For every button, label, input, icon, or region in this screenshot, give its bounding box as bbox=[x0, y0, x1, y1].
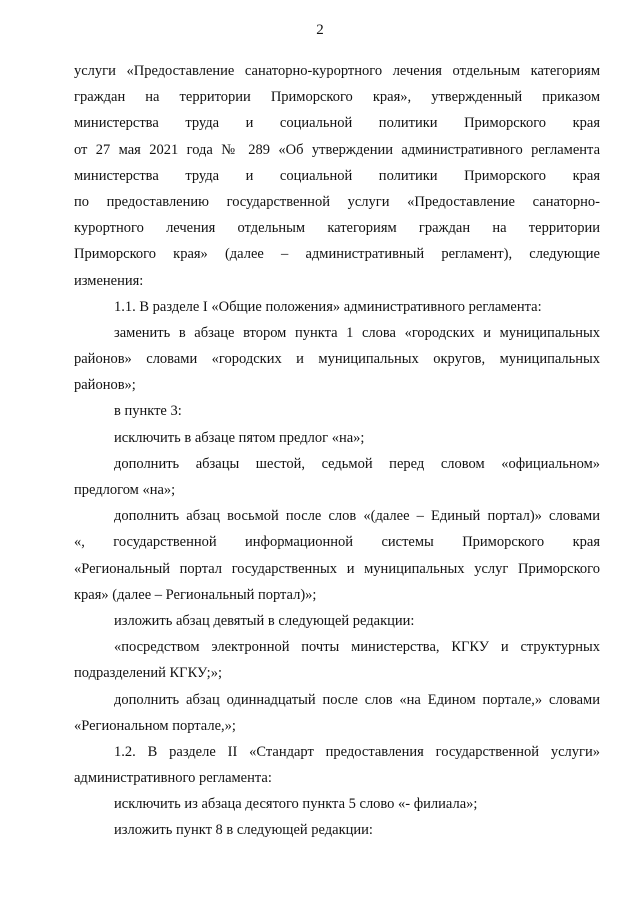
text-line: 1.2. В разделе II «Стандарт предоставления государственной услуги» bbox=[114, 743, 600, 760]
text-line: предлогом «на»; bbox=[74, 482, 176, 498]
document-body bbox=[74, 58, 600, 844]
text-line: министерства труда и социальной политики Приморского края bbox=[74, 167, 600, 184]
text-line: министерства труда и социальной политики Приморского края bbox=[74, 115, 600, 132]
text-line: административного регламента: bbox=[74, 770, 272, 787]
text-line: «Региональном портале,»; bbox=[74, 717, 236, 734]
text-line: дополнить абзац восьмой после слов «(далее – Единый портал)» словами bbox=[114, 508, 600, 525]
page-number: 2 bbox=[316, 22, 324, 38]
text-line: от 27 мая 2021 года № 289 «Об утверждении административного регламента bbox=[74, 141, 600, 158]
text-line: изменения: bbox=[74, 272, 144, 289]
text-line: дополнить абзац одиннадцатый после слов «на Едином портале,» словами bbox=[114, 691, 600, 708]
text-line: изложить абзац девятый в следующей редакции: bbox=[114, 612, 415, 629]
text-line: «посредством электронной почты министерства, КГКУ и структурных bbox=[114, 639, 600, 656]
text-line: края» (далее – Региональный портал)»; bbox=[74, 586, 317, 603]
text-line: районов» словами «городских и муниципальных округов, муниципальных bbox=[74, 351, 600, 368]
text-line: по предоставлению государственной услуги «Предоставление санаторно- bbox=[74, 193, 600, 210]
text-line: «, государственной информационной системы Приморского края bbox=[74, 534, 600, 551]
text-line: Приморского края» (далее – административный регламент), следующие bbox=[74, 246, 600, 263]
text-line: районов»; bbox=[74, 377, 136, 394]
text-line: курортного лечения отдельным категориям граждан на территории bbox=[74, 220, 600, 237]
text-line: «Региональный портал государственных и муниципальных услуг Приморского bbox=[74, 560, 600, 577]
text-line: услуги «Предоставление санаторно-курортного лечения отдельным категориям bbox=[74, 63, 600, 79]
text-line: подразделений КГКУ;»; bbox=[74, 665, 222, 682]
text-line: 1.1. В разделе I «Общие положения» административного регламента: bbox=[114, 298, 542, 315]
text-line: в пункте 3: bbox=[114, 403, 182, 420]
text-line: исключить из абзаца десятого пункта 5 слово «- филиала»; bbox=[114, 796, 478, 813]
text-line: заменить в абзаце втором пункта 1 слова «городских и муниципальных bbox=[114, 324, 600, 341]
text-line: граждан на территории Приморского края», утвержденный приказом bbox=[74, 89, 600, 106]
text-line: исключить в абзаце пятом предлог «на»; bbox=[114, 429, 365, 446]
text-line: дополнить абзацы шестой, седьмой перед словом «официальном» bbox=[114, 455, 600, 472]
text-line: изложить пункт 8 в следующей редакции: bbox=[114, 822, 373, 839]
